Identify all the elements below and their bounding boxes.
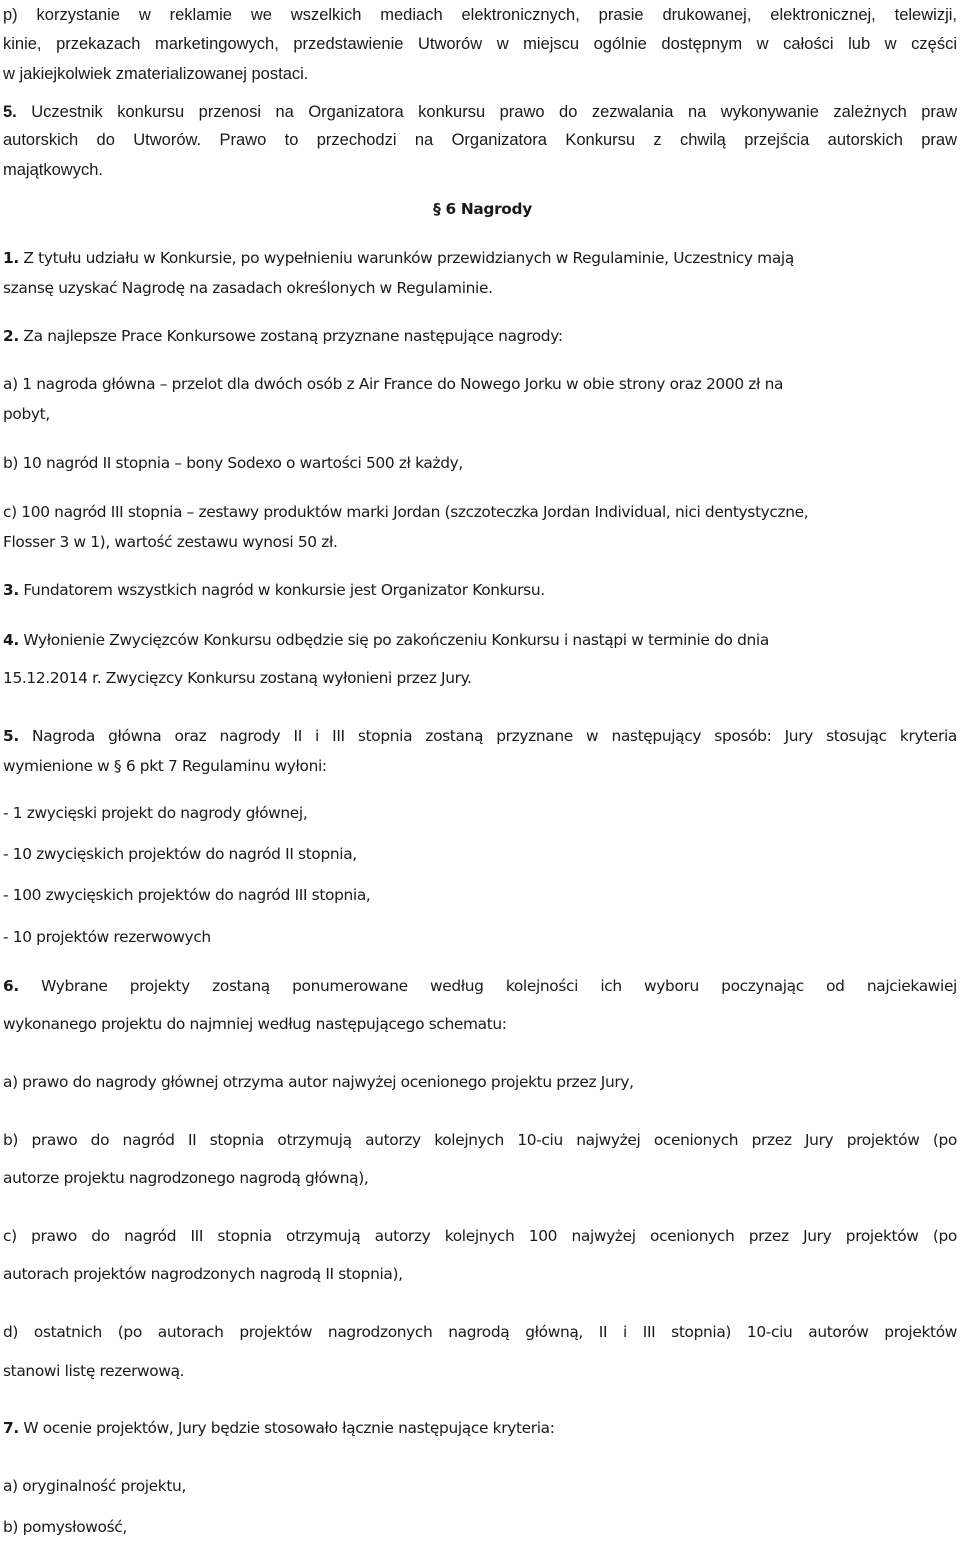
list-item: b) pomysłowość, — [3, 1518, 127, 1536]
item-text: Wybrane projekty zostaną ponumerowane według kolejności ich wyboru poczynając od najciekawiej — [18, 977, 957, 995]
item-text: Fundatorem wszystkich nagród w konkursie jest Organizator Konkursu. — [18, 581, 545, 599]
paragraph-line: autorach projektów nagrodzonych nagrodą II stopnia), — [3, 1265, 403, 1283]
paragraph-line: kinie, przekazach marketingowych, przedstawienie Utworów w miejscu ogólnie dostępnym w całości lub w części — [3, 35, 957, 53]
item-text: Z tytułu udziału w Konkursie, po wypełnieniu warunków przewidzianych w Regulaminie, Uczestnicy mają — [18, 249, 794, 267]
paragraph-line — [3, 1420, 957, 1437]
paragraph-line: autorze projektu nagrodzonego nagrodą główną), — [3, 1169, 369, 1187]
paragraph-line: majątkowych. — [3, 161, 103, 179]
item-text: Za najlepsze Prace Konkursowe zostaną przyznane następujące nagrody: — [18, 327, 563, 345]
item-number: 6. — [3, 977, 19, 995]
item-text: Nagroda główna oraz nagrody II i III stopnia zostaną przyznane w następujący sposób: Jury stosując kryteria — [18, 727, 957, 745]
paragraph-line: c) 100 nagród III stopnia – zestawy produktów marki Jordan (szczoteczka Jordan Individual, nici dentystyczne, — [3, 503, 809, 521]
list-item: - 1 zwycięski projekt do nagrody głównej, — [3, 804, 308, 822]
item-text: Wyłonienie Zwycięzców Konkursu odbędzie się po zakończeniu Konkursu i nastąpi w terminie do dnia — [18, 631, 769, 649]
list-item: - 10 projektów rezerwowych — [3, 928, 211, 946]
list-item: - 100 zwycięskich projektów do nagród III stopnia, — [3, 886, 371, 904]
item-number: 4. — [3, 631, 19, 649]
item-number: 5. — [3, 727, 19, 745]
paragraph-line: wymienione w § 6 pkt 7 Regulaminu wyłoni: — [3, 757, 327, 775]
item-number: 7. — [3, 1419, 19, 1437]
paragraph-line: Flosser 3 w 1), wartość zestawu wynosi 50 zł. — [3, 533, 338, 551]
paragraph-line — [3, 632, 957, 649]
paragraph-line — [3, 250, 957, 267]
paragraph-line: b) 10 nagród II stopnia – bony Sodexo o wartości 500 zł każdy, — [3, 454, 463, 472]
paragraph-line: a) 1 nagroda główna – przelot dla dwóch osób z Air France do Nowego Jorku w obie strony oraz 2000 zł na — [3, 375, 784, 393]
paragraph-line — [3, 582, 957, 599]
item-number: 1. — [3, 249, 19, 267]
paragraph-line — [3, 978, 957, 995]
list-item: a) oryginalność projektu, — [3, 1477, 186, 1495]
paragraph-line: p) korzystanie w reklamie we wszelkich mediach elektronicznych, prasie drukowanej, elektronicznej, telewizji, — [3, 6, 957, 24]
paragraph-line — [3, 103, 957, 121]
paragraph-line: szansę uzyskać Nagrodę na zasadach określonych w Regulaminie. — [3, 279, 493, 297]
paragraph-line: pobyt, — [3, 405, 50, 423]
paragraph-line — [3, 328, 957, 345]
paragraph-line: d) ostatnich (po autorach projektów nagrodzonych nagrodą główną, II i III stopnia) 10-ciu autorów projektów — [3, 1323, 957, 1341]
item-text: Uczestnik konkursu przenosi na Organizatora konkursu prawo do zezwalania na wykonywanie zależnych praw — [16, 103, 957, 121]
paragraph-line: a) prawo do nagrody głównej otrzyma autor najwyżej ocenionego projektu przez Jury, — [3, 1073, 634, 1091]
item-text: W ocenie projektów, Jury będzie stosowało łącznie następujące kryteria: — [18, 1419, 555, 1437]
paragraph-line: b) prawo do nagród II stopnia otrzymują autorzy kolejnych 10-ciu najwyżej ocenionych przez Jury projektów (po — [3, 1131, 957, 1149]
list-item: - 10 zwycięskich projektów do nagród II stopnia, — [3, 845, 357, 863]
paragraph-line — [3, 728, 957, 745]
paragraph-line: c) prawo do nagród III stopnia otrzymują autorzy kolejnych 100 najwyżej ocenionych przez Jury projektów (po — [3, 1227, 957, 1245]
paragraph-line: stanowi listę rezerwową. — [3, 1362, 185, 1380]
paragraph-line: 15.12.2014 r. Zwycięzcy Konkursu zostaną wyłonieni przez Jury. — [3, 669, 472, 687]
paragraph-line: w jakiejkolwiek zmaterializowanej postaci. — [3, 65, 309, 83]
item-number: 3. — [3, 581, 19, 599]
section-heading: § 6 Nagrody — [433, 200, 532, 218]
paragraph-line: wykonanego projektu do najmniej według następującego schematu: — [3, 1015, 507, 1033]
item-number: 2. — [3, 327, 19, 345]
paragraph-line: autorskich do Utworów. Prawo to przechodzi na Organizatora Konkursu z chwilą przejścia autorskich praw — [3, 131, 957, 149]
item-number: 5. — [3, 103, 17, 121]
